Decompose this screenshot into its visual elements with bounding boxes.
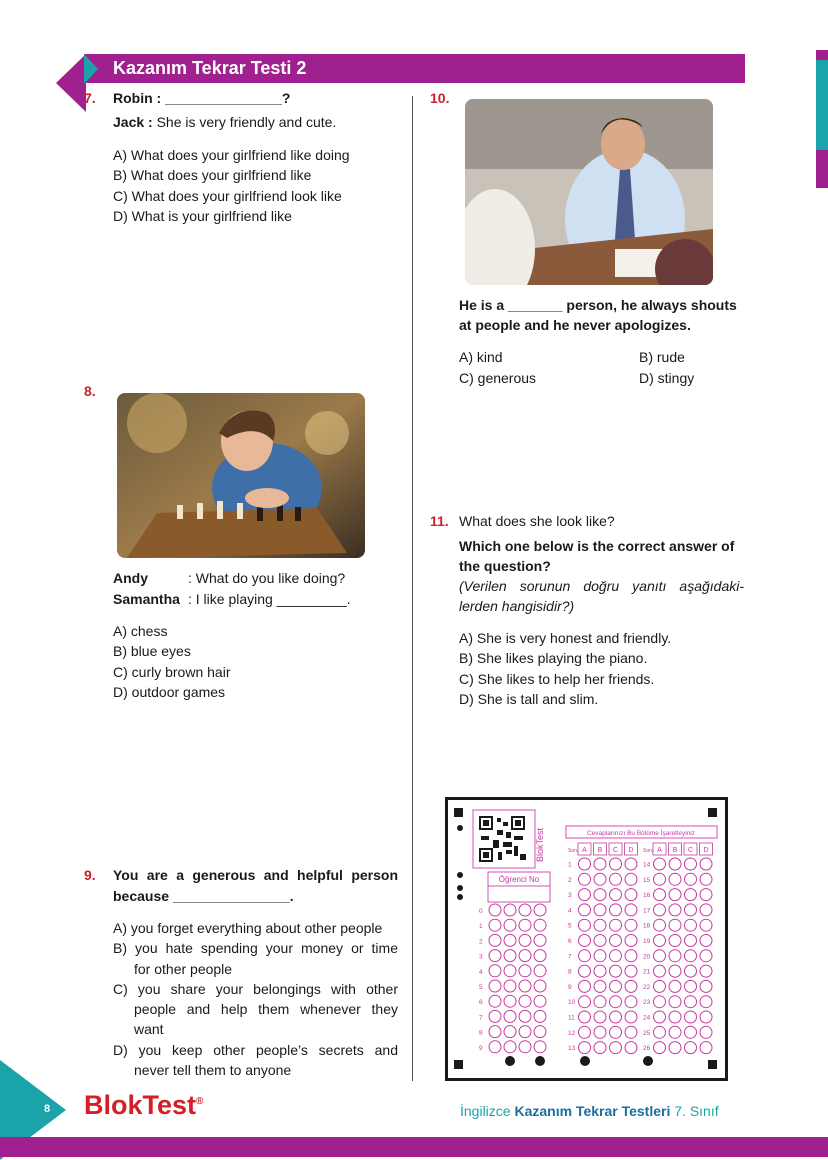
question-number-label: 18 [643,922,651,930]
question-number-label: 22 [643,983,651,991]
option-c[interactable] [113,979,398,1040]
student-digit-bubble[interactable] [534,980,546,992]
student-digit-label: 5 [479,984,483,991]
student-digit-bubble[interactable] [504,950,516,962]
option-c[interactable]: C) curly brown hair [113,663,231,680]
answer-bubble[interactable] [579,965,591,977]
option-c-line-3: want [134,1021,164,1038]
options [113,621,230,702]
answer-bubble[interactable] [610,950,622,962]
speaker: Jack : [113,114,153,130]
answer-bubble[interactable] [625,980,637,992]
answer-bubble[interactable] [700,904,712,916]
footer-subject: İngilizce [460,1103,515,1119]
answer-bubble[interactable] [594,950,606,962]
dialogue-line-1 [113,568,345,588]
question-number-label: 6 [568,938,572,945]
answer-bubble[interactable] [700,1042,712,1054]
student-digit-bubble[interactable] [489,1041,501,1053]
column-header-a: A [582,847,587,854]
question-number-label: 20 [643,953,651,961]
question-number-label: 16 [643,892,651,900]
answer-bubble[interactable] [579,935,591,947]
student-digit-bubble[interactable] [489,965,501,977]
answer-bubble[interactable] [685,904,697,916]
student-digit-bubble[interactable] [519,950,531,962]
edge-tab-teal [816,60,828,150]
question-number-label: 21 [643,968,651,976]
question-number-label: 3 [568,892,572,900]
stem-line-2: because _______________. [113,888,294,904]
question-number: 8. [84,383,96,399]
answer-bubble[interactable] [594,889,606,901]
answer-bubble[interactable] [625,965,637,977]
answer-bubble[interactable] [700,980,712,992]
option-c-line-2: people and help them whenever they [134,1001,398,1018]
options [113,145,350,226]
option-b[interactable] [113,938,398,979]
option-c[interactable]: C) generous [459,370,537,386]
option-a[interactable]: A) kind [459,349,503,365]
column-header-c: C [612,847,619,854]
question-number-label: 9 [568,983,572,991]
answer-bubble[interactable] [610,935,622,947]
student-digit-bubble[interactable] [534,904,546,916]
answer-bubble[interactable] [594,1042,606,1054]
soru-header: Soru [643,848,654,854]
answer-bubble[interactable] [594,980,606,992]
answer-bubble[interactable] [579,889,591,901]
answer-bubble[interactable] [685,919,697,931]
student-digit-bubble[interactable] [489,934,501,946]
answer-bubble[interactable] [669,1026,681,1038]
answer-bubble[interactable] [654,935,666,947]
question-number-label: 8 [568,968,572,976]
brand-name: BlokTest [84,1090,197,1120]
question-number-label: 4 [568,907,572,915]
footer-grade: 7. Sınıf [670,1103,719,1119]
answer-bubble[interactable] [625,919,637,931]
answer-bubble[interactable] [579,858,591,870]
question-number-label: 13 [568,1045,576,1053]
option-c[interactable]: C) What does your girlfriend look like [113,187,342,204]
answer-bubble[interactable] [685,858,697,870]
answer-bubble[interactable] [685,1011,697,1023]
option-b[interactable]: B) rude [639,349,685,365]
option-b[interactable]: B) What does your girlfriend like [113,167,312,184]
answer-bubble[interactable] [625,1011,637,1023]
answer-bubble[interactable] [610,996,622,1008]
answer-bubble[interactable] [579,996,591,1008]
answer-bubble[interactable] [594,904,606,916]
answer-bubble[interactable] [700,1026,712,1038]
answer-bubble[interactable] [685,873,697,885]
student-digit-bubble[interactable] [519,980,531,992]
answer-bubble[interactable] [685,889,697,901]
option-d[interactable]: D) outdoor games [113,683,226,700]
answer-bubble[interactable] [610,1042,622,1054]
question-number-label: 17 [643,907,651,915]
answer-bubble[interactable] [579,1026,591,1038]
student-digit-bubble[interactable] [504,980,516,992]
option-d[interactable]: D) stingy [639,370,695,386]
answer-bubble[interactable] [669,950,681,962]
student-digit-bubble[interactable] [504,934,516,946]
answer-bubble[interactable] [610,889,622,901]
student-digit-bubble[interactable] [519,1041,531,1053]
header-arrow-shape [56,54,86,112]
answer-bubble[interactable] [594,1011,606,1023]
column-header-c: C [687,847,694,854]
answer-bubble[interactable] [654,1026,666,1038]
answer-bubble[interactable] [700,1011,712,1023]
answer-bubble[interactable] [654,965,666,977]
answer-bubble[interactable] [669,1011,681,1023]
student-digit-bubble[interactable] [519,1010,531,1022]
answer-bubble[interactable] [579,1011,591,1023]
answer-sheet-graphic [448,800,725,1078]
options [113,918,398,1080]
student-digit-bubble[interactable] [534,934,546,946]
answer-bubble[interactable] [610,965,622,977]
student-digit-bubble[interactable] [489,980,501,992]
option-d[interactable]: D) What is your girlfriend like [113,207,292,224]
answer-bubble[interactable] [625,873,637,885]
student-digit-label: 9 [479,1044,483,1052]
speaker: Andy [113,570,148,586]
answer-bubble[interactable] [654,980,666,992]
answer-instruction: Cevaplarınızı Bu Bölüme İşaretleyiniz [586,830,696,837]
option-d-line-2: never tell them to anyone [134,1062,292,1079]
header-triangle-accent [84,54,98,84]
answer-bubble[interactable] [610,858,622,870]
question-number: 9. [84,867,96,883]
question-number-label: 2 [568,876,572,884]
column-header-a: A [657,847,662,854]
student-digit-bubble[interactable] [504,919,516,931]
question-intro: What does she look like? [459,513,615,529]
page-title: Kazanım Tekrar Testi 2 [113,58,307,78]
student-digit-label: 2 [479,938,483,946]
option-b-line-2: for other people [134,960,233,977]
answer-bubble[interactable] [579,904,591,916]
options [459,628,671,709]
option-a[interactable]: A) She is very honest and friendly. [459,630,672,646]
answer-bubble[interactable] [654,889,666,901]
chess-boy-photo [117,393,365,558]
speech: : What do you like doing? [188,570,346,586]
answer-bubble[interactable] [654,873,666,885]
student-digit-bubble[interactable] [519,995,531,1007]
question-number-label: 23 [643,999,651,1007]
student-digit-bubble[interactable] [504,995,516,1007]
question-number: 11. [430,513,449,529]
student-digit-bubble[interactable] [489,919,501,931]
question-number: 7. [84,90,96,106]
answer-bubble[interactable] [700,873,712,885]
answer-bubble[interactable] [594,1026,606,1038]
option-a[interactable] [113,918,398,938]
answer-bubble[interactable] [700,935,712,947]
student-digit-bubble[interactable] [519,965,531,977]
answer-bubble[interactable] [700,996,712,1008]
answer-bubble[interactable] [669,873,681,885]
answer-bubble[interactable] [594,858,606,870]
stem-line-1: You are a generous and helpful person [113,867,398,883]
student-digit-bubble[interactable] [534,950,546,962]
student-digit-bubble[interactable] [504,904,516,916]
student-digit-bubble[interactable] [504,965,516,977]
angry-boss-photo [465,99,713,285]
student-digit-label: 3 [479,953,483,961]
student-digit-bubble[interactable] [504,1041,516,1053]
option-c[interactable]: C) She likes to help her friends. [459,670,655,687]
answer-bubble[interactable] [654,919,666,931]
speech: She is very friendly and cute. [152,114,337,130]
answer-bubble[interactable] [610,873,622,885]
question-number-label: 1 [568,861,572,869]
answer-bubble[interactable] [685,1042,697,1054]
column-header-b: B [672,847,678,854]
question-number-label: 10 [568,999,576,1007]
question-number-label: 19 [643,938,651,945]
answer-bubble[interactable] [700,919,712,931]
answer-bubble[interactable] [685,980,697,992]
question-number-label: 26 [643,1045,651,1053]
answer-bubble[interactable] [625,904,637,916]
question-number-label: 25 [643,1029,651,1037]
student-digit-bubble[interactable] [489,904,501,916]
answer-bubble[interactable] [700,965,712,977]
answer-bubble[interactable] [625,889,637,901]
student-digit-bubble[interactable] [534,995,546,1007]
student-digit-bubble[interactable] [534,1010,546,1022]
question-number-label: 24 [643,1014,651,1022]
footer-series: Kazanım Tekrar Testleri [514,1103,671,1119]
brand-logo [84,1090,203,1121]
speaker: Samantha [113,591,180,607]
column-divider [412,96,413,1081]
answer-bubble[interactable] [625,858,637,870]
option-b[interactable]: B) blue eyes [113,643,191,660]
student-digit-label: 0 [479,908,483,915]
optical-answer-sheet [445,797,728,1081]
answer-bubble[interactable] [610,1026,622,1038]
dialogue-line-1: Robin : _______________? [113,90,291,106]
answer-bubble[interactable] [700,950,712,962]
answer-bubble[interactable] [700,889,712,901]
answer-bubble[interactable] [685,965,697,977]
dialogue-line-2 [113,589,351,609]
answer-bubble[interactable] [610,980,622,992]
option-b[interactable]: B) She likes playing the piano. [459,650,648,667]
option-c-line-1: C) you share your belongings with other [113,980,398,997]
translation-line-1: (Verilen sorunun doğru yanıtı aşağıdaki- [459,578,744,594]
answer-bubble[interactable] [625,1026,637,1038]
answer-bubble[interactable] [669,980,681,992]
answer-bubble[interactable] [654,858,666,870]
answer-bubble[interactable] [700,858,712,870]
answer-bubble[interactable] [594,919,606,931]
page-number: 8 [44,1103,51,1115]
answer-bubble[interactable] [579,873,591,885]
student-digit-bubble[interactable] [519,1026,531,1038]
student-digit-bubble[interactable] [534,965,546,977]
column-header-d: D [628,847,634,854]
option-b-line-1: B) you hate spending your money or time [113,940,398,957]
answer-bubble[interactable] [594,996,606,1008]
question-number-label: 15 [643,876,651,884]
registered-mark: ® [196,1096,204,1107]
stem-line-2: at people and he never apologizes. [459,317,691,333]
student-digit-bubble[interactable] [489,950,501,962]
answer-bubble[interactable] [625,935,637,947]
answer-bubble[interactable] [669,1042,681,1054]
student-digit-bubble[interactable] [489,1026,501,1038]
option-a[interactable]: A) chess [113,623,168,639]
answer-bubble[interactable] [669,858,681,870]
student-digit-label: 7 [479,1014,483,1022]
translation-line-2: lerden hangisidir?) [459,598,575,614]
student-digit-label: 4 [479,968,483,976]
answer-bubble[interactable] [625,950,637,962]
answer-bubble[interactable] [610,919,622,931]
footer-series-title [460,1103,719,1119]
student-digit-bubble[interactable] [489,1010,501,1022]
dialogue-line-2 [113,112,336,132]
question-number-label: 12 [568,1029,576,1037]
student-digit-bubble[interactable] [534,1041,546,1053]
student-digit-bubble[interactable] [534,1026,546,1038]
answer-bubble[interactable] [610,1011,622,1023]
student-digit-bubble[interactable] [534,919,546,931]
answer-bubble[interactable] [625,1042,637,1054]
answer-bubble[interactable] [654,996,666,1008]
student-digit-label: 6 [479,999,483,1007]
answer-bubble[interactable] [594,873,606,885]
option-a[interactable]: A) What does your girlfriend like doing [113,147,350,163]
student-digit-bubble[interactable] [519,934,531,946]
student-digit-bubble[interactable] [489,995,501,1007]
answer-bubble[interactable] [685,935,697,947]
student-digit-label: 8 [479,1029,483,1037]
option-d[interactable]: D) She is tall and slim. [459,690,599,707]
student-digit-bubble[interactable] [504,1026,516,1038]
answer-bubble[interactable] [579,950,591,962]
option-a-line-1: A) you forget everything about other people [113,920,383,936]
stem-line-1: He is a _______ person, he always shouts [459,297,737,313]
soru-header: Soru [568,848,579,854]
stem-line-2: the question? [459,558,551,574]
answer-bubble[interactable] [685,950,697,962]
question-number: 10. [430,90,450,106]
answer-bubble[interactable] [685,1026,697,1038]
answer-bubble[interactable] [579,919,591,931]
answer-bubble[interactable] [669,919,681,931]
answer-sheet-brand: BlokTest [535,827,545,862]
answer-bubble[interactable] [654,904,666,916]
student-digit-label: 1 [479,923,483,931]
answer-bubble[interactable] [625,996,637,1008]
answer-bubble[interactable] [610,904,622,916]
answer-bubble[interactable] [669,904,681,916]
student-no-label: Öğrenci No [498,875,540,884]
answer-bubble[interactable] [579,980,591,992]
question-number-label: 11 [568,1014,575,1022]
answer-bubble[interactable] [685,996,697,1008]
answer-bubble[interactable] [654,1042,666,1054]
footer-bar [0,1137,828,1157]
student-digit-bubble[interactable] [519,919,531,931]
answer-bubble[interactable] [594,935,606,947]
column-header-b: B [597,847,603,854]
option-d[interactable] [113,1040,398,1081]
option-d-line-1: D) you keep other people’s secrets and [113,1041,398,1058]
question-number-label: 7 [568,953,572,961]
answer-bubble[interactable] [594,965,606,977]
question-number-label: 5 [568,922,572,930]
answer-bubble[interactable] [654,1011,666,1023]
stem-line-1: Which one below is the correct answer of [459,538,735,554]
answer-bubble[interactable] [669,965,681,977]
student-digit-bubble[interactable] [504,1010,516,1022]
answer-bubble[interactable] [669,889,681,901]
answer-bubble[interactable] [654,950,666,962]
student-digit-bubble[interactable] [519,904,531,916]
answer-bubble[interactable] [669,996,681,1008]
answer-bubble[interactable] [669,935,681,947]
column-header-d: D [703,847,709,854]
answer-bubble[interactable] [579,1042,591,1054]
question-number-label: 14 [643,861,651,869]
speech: : I like playing _________. [188,591,351,607]
